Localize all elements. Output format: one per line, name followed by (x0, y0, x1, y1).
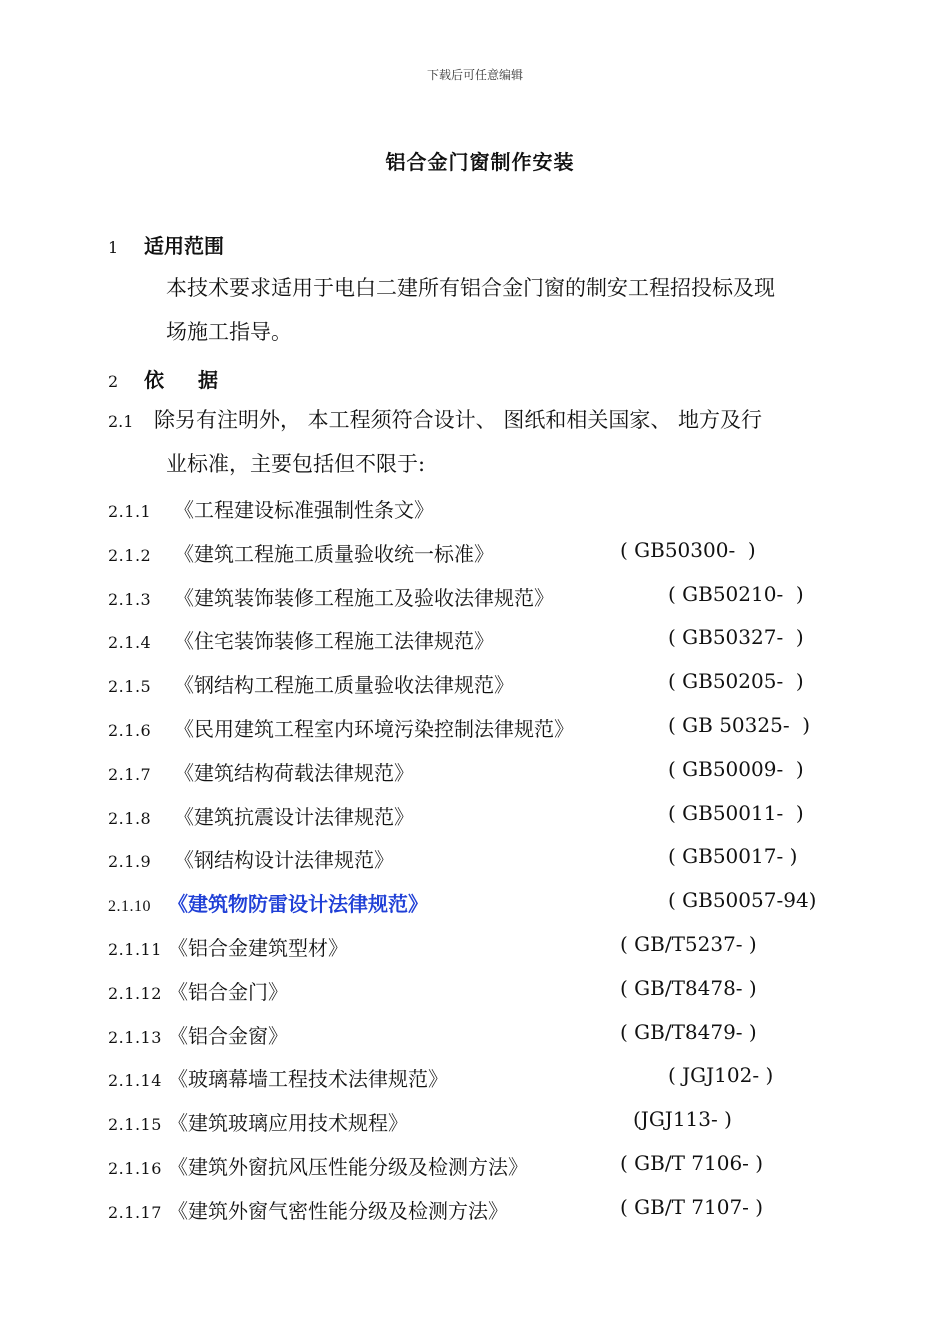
standard-title: 《建筑玻璃应用技术规程》 (168, 1111, 408, 1136)
standard-item (108, 581, 804, 612)
standard-title: 《铝合金门》 (168, 979, 288, 1004)
standard-code: ( GB50210- ) (668, 581, 804, 606)
page-header: 下载后可任意编辑 (426, 68, 523, 82)
standard-title: 《民用建筑工程室内环境污染控制法律规范》 (174, 717, 574, 741)
standard-item (108, 800, 804, 831)
standard-item (108, 932, 757, 962)
standard-title: 《钢结构设计法律规范》 (174, 848, 394, 873)
standard-title: 《建筑工程施工质量验收统一标准》 (174, 541, 494, 566)
section-heading-scope (108, 230, 224, 259)
clause-text: 除另有注明外， 本工程须符合设计、 图纸和相关国家、 地方及行 (154, 408, 763, 432)
standard-item (108, 1063, 774, 1093)
standard-code: ( GB/T 7107- ) (620, 1194, 764, 1219)
standard-number: 2.1.12 (108, 983, 162, 1003)
standard-code: ( GB50009- ) (668, 756, 804, 781)
standard-code: ( GB50300- ) (620, 537, 756, 562)
standard-number: 2.1.8 (108, 808, 152, 828)
standard-item (108, 1194, 764, 1225)
standard-number: 2.1.7 (108, 764, 152, 784)
standard-title: 《钢结构工程施工质量验收法律规范》 (174, 673, 514, 698)
standard-number: 2.1.15 (108, 1115, 162, 1135)
standard-number: 2.1.4 (108, 633, 152, 653)
scope-paragraph-line-1: 本技术要求适用于电白二建所有铝合金门窗的制安工程招投标及现 (166, 276, 775, 300)
clause-2-1-line-1 (108, 398, 762, 444)
standard-title: 《建筑装饰装修工程施工及验收法律规范》 (174, 585, 554, 610)
standard-number: 2.1.13 (108, 1027, 162, 1047)
standard-title: 《建筑外窗抗风压性能分级及检测方法》 (168, 1155, 528, 1179)
standard-item (108, 1107, 732, 1137)
standard-item (108, 1151, 764, 1181)
section-title-part-b: 据 (198, 368, 218, 392)
standard-title: 《住宅装饰装修工程施工法律规范》 (174, 629, 494, 654)
section-title-part-a: 依 (144, 368, 164, 392)
standard-code: ( GB50017- ) (668, 844, 798, 869)
section-title: 适用范围 (144, 234, 224, 258)
standard-item (108, 625, 804, 655)
standard-title: 《建筑外窗气密性能分级及检测方法》 (168, 1198, 508, 1223)
standard-code: ( GB/T8478- ) (620, 975, 757, 1000)
standard-code: ( GB50205- ) (668, 669, 804, 694)
standard-number: 2.1.16 (108, 1159, 162, 1178)
standard-code: ( GB 50325- ) (668, 713, 811, 737)
standard-title: 《建筑抗震设计法律规范》 (174, 804, 414, 829)
standard-title: 《建筑结构荷载法律规范》 (174, 760, 414, 785)
standard-number: 2.1.11 (108, 940, 162, 959)
standard-code: ( GB50057-94) (668, 888, 817, 913)
standard-title: 《建筑物防雷设计法律规范》 (168, 892, 428, 917)
section-number: 1 (108, 238, 119, 257)
standard-code: ( GB/T5237- ) (620, 932, 757, 956)
standard-item (108, 669, 804, 699)
standard-number: 2.1.3 (108, 589, 152, 609)
standard-code: (JGJ113- ) (633, 1107, 732, 1132)
section-heading-basis (108, 364, 218, 393)
standard-code: ( GB/T8479- ) (620, 1019, 757, 1044)
standard-item (108, 537, 756, 568)
standard-number: 2.1.5 (108, 677, 152, 697)
standard-number: 2.1.14 (108, 1071, 162, 1091)
section-number: 2 (108, 372, 119, 391)
standard-title: 《玻璃幕墙工程技术法律规范》 (168, 1067, 448, 1092)
standard-number: 2.1.10 (108, 898, 151, 916)
standard-number: 2.1.6 (108, 721, 152, 740)
scope-paragraph-line-2: 场施工指导。 (166, 320, 292, 344)
standard-item (108, 713, 811, 743)
standard-title: 《铝合金建筑型材》 (168, 936, 348, 960)
standard-number: 2.1.1 (108, 502, 152, 521)
standard-code: ( JGJ102- ) (668, 1063, 774, 1088)
standard-item (108, 1019, 757, 1050)
standard-title: 《铝合金窗》 (168, 1023, 288, 1048)
standard-code: ( GB50011- ) (668, 800, 804, 825)
standard-code: ( GB/T 7106- ) (620, 1151, 764, 1175)
standard-item (108, 975, 757, 1006)
standard-title: 《工程建设标准强制性条文》 (174, 498, 434, 522)
standard-item (108, 494, 434, 524)
document-title: 铝合金门窗制作安装 (385, 150, 575, 174)
standard-item (108, 888, 817, 918)
standard-number: 2.1.17 (108, 1202, 162, 1222)
standard-number: 2.1.2 (108, 545, 152, 565)
clause-2-1-line-2: 业标准，主要包括但不限于: (166, 452, 426, 476)
standard-item (108, 844, 798, 874)
clause-number: 2.1 (108, 412, 134, 431)
standard-code: ( GB50327- ) (668, 625, 804, 650)
standard-item (108, 756, 804, 787)
standard-number: 2.1.9 (108, 852, 152, 872)
